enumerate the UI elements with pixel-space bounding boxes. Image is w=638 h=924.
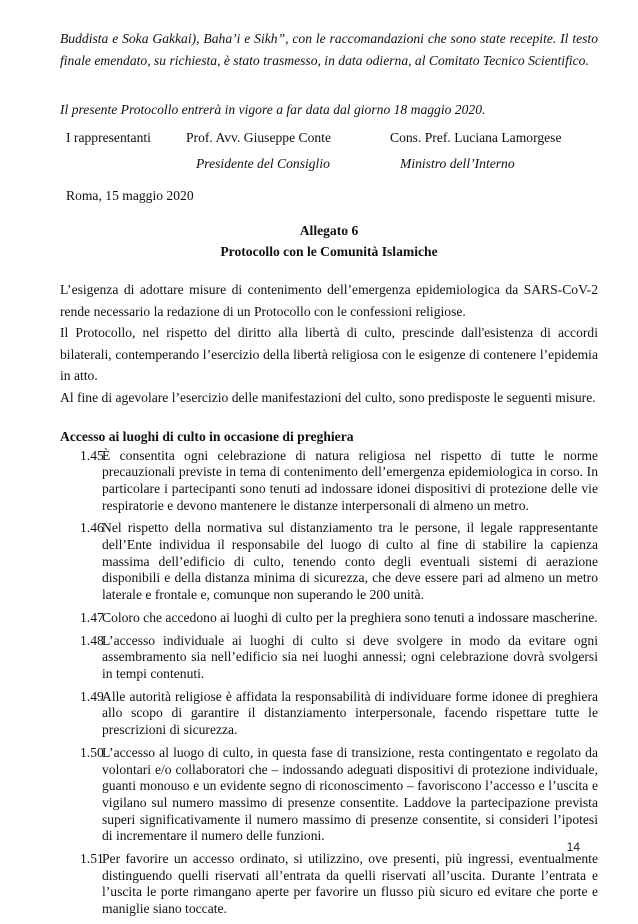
item-number: 1.46 — [80, 520, 104, 536]
place-date: Roma, 15 maggio 2020 — [66, 188, 194, 203]
item-text: È consentita ogni celebrazione di natura religiosa nel rispetto di tutte le norme precauzionali previste in tema di contenimento dell’emergenza epidemiologica in corso. In particolare i partecipanti sono tenuti ad indossare idonei dispositivi di protezione delle vie respiratorie e devono mantenere le distanze interpersonali di almeno un metro. — [102, 447, 598, 513]
annex-title: Allegato 6 — [299, 223, 359, 238]
signer2-name: Cons. Pref. Luciana Lamorgese — [390, 130, 562, 145]
signer1-role: Presidente del Consiglio — [196, 156, 330, 171]
item-text: Per favorire un accesso ordinato, si utilizzino, ove presenti, più ingressi, eventualmente distinguendo quelli riservati all’entrata da quelli riservati all’uscita. Durante l’entrata e l’uscita le porte rimangano aperte per favorire un flusso più sicuro ed evitare che porte e maniglie siano toccate. — [102, 851, 598, 917]
list-item — [68, 851, 598, 918]
page-content — [60, 28, 598, 924]
page-number: 14 — [566, 840, 580, 854]
item-text: Coloro che accedono ai luoghi di culto per la preghiera sono tenuti a indossare mascherine. — [102, 609, 598, 625]
signer2-role: Ministro dell’Interno — [400, 156, 515, 171]
item-number: 1.51 — [80, 851, 104, 867]
body-paragraph: L’esigenza di adottare misure di contenimento dell’emergenza epidemiologica da SARS-CoV-2 rende necessario la redazione di un Protocollo con le confessioni religiose. — [60, 282, 598, 319]
item-text: L’accesso individuale ai luoghi di culto si deve svolgere in modo da evitare ogni assembramento sia nell’edificio sia nei luoghi annessi; ogni celebrazione dovrà svolgersi in tempi contenuti. — [102, 632, 598, 681]
list-item — [68, 610, 598, 627]
item-number: 1.45 — [80, 447, 104, 463]
signature-names-row — [60, 128, 598, 148]
list-item — [68, 633, 598, 683]
signer1-name: Prof. Avv. Giuseppe Conte — [186, 130, 331, 145]
body-paragraph: Il Protocollo, nel rispetto del diritto alla libertà di culto, prescinde dall'esistenza di accordi bilaterali, contemperando l’esercizio della libertà religiosa con le esigenze di contenere l’epidemia in atto. — [60, 325, 598, 384]
item-number: 1.48 — [80, 632, 104, 648]
effective-date-statement: Il presente Protocollo entrerà in vigore a far data dal giorno 18 maggio 2020. — [60, 102, 486, 117]
item-text: L’accesso al luogo di culto, in questa fase di transizione, resta contingentato e regolato da volontari e/o collaboratori che – indossando adeguati dispositivi di protezione individuale, guanti monouso e un evidente segno di riconoscimento – favoriscono l’accesso e l’uscita e vigilano sul numero massimo di presenze consentite. Laddove la partecipazione prevista superi significativamente il numero massimo di presenze consentite, si consideri l’ipotesi di incrementare il numero delle funzioni. — [102, 744, 598, 844]
signature-roles-row — [60, 154, 598, 174]
protocol-items-list — [60, 448, 598, 918]
annex-subtitle: Protocollo con le Comunità Islamiche — [220, 244, 438, 259]
item-number: 1.49 — [80, 688, 104, 704]
body-paragraph: Al fine di agevolare l’esercizio delle manifestazioni del culto, sono predisposte le seguenti misure. — [60, 389, 596, 405]
item-text: Nel rispetto della normativa sul distanziamento tra le persone, il legale rappresentante dell’Ente individua il responsabile del luogo di culto al fine di stabilire la capienza massima dell’edificio di culto, tenendo conto degli eventuali sistemi di aerazione disponibili e della distanza minima di sicurezza, che deve essere pari ad almeno un metro laterale e frontale e, comunque non superando le 200 unità. — [102, 520, 598, 603]
intro-paragraph: Buddista e Soka Gakkai), Baha’i e Sikh”, con le raccomandazioni che sono state recepite. Il testo finale emendato, su richiesta, è stato trasmesso, in data odierna, al Comitato Tecnico Scientifico. — [60, 31, 598, 68]
list-item — [68, 520, 598, 604]
list-item — [68, 448, 598, 515]
item-number: 1.50 — [80, 744, 104, 760]
representatives-label: I rappresentanti — [66, 130, 151, 145]
item-text: Alle autorità religiose è affidata la responsabilità di individuare forme idonee di preghiera allo scopo di garantire il distanziamento interpersonale, facendo rispettare tutte le prescrizioni di sicurezza. — [102, 688, 598, 738]
list-item — [68, 745, 598, 845]
body-text — [60, 279, 598, 409]
item-number: 1.47 — [80, 609, 104, 625]
section-heading: Accesso ai luoghi di culto in occasione di preghiera — [60, 428, 354, 444]
list-item — [68, 689, 598, 739]
